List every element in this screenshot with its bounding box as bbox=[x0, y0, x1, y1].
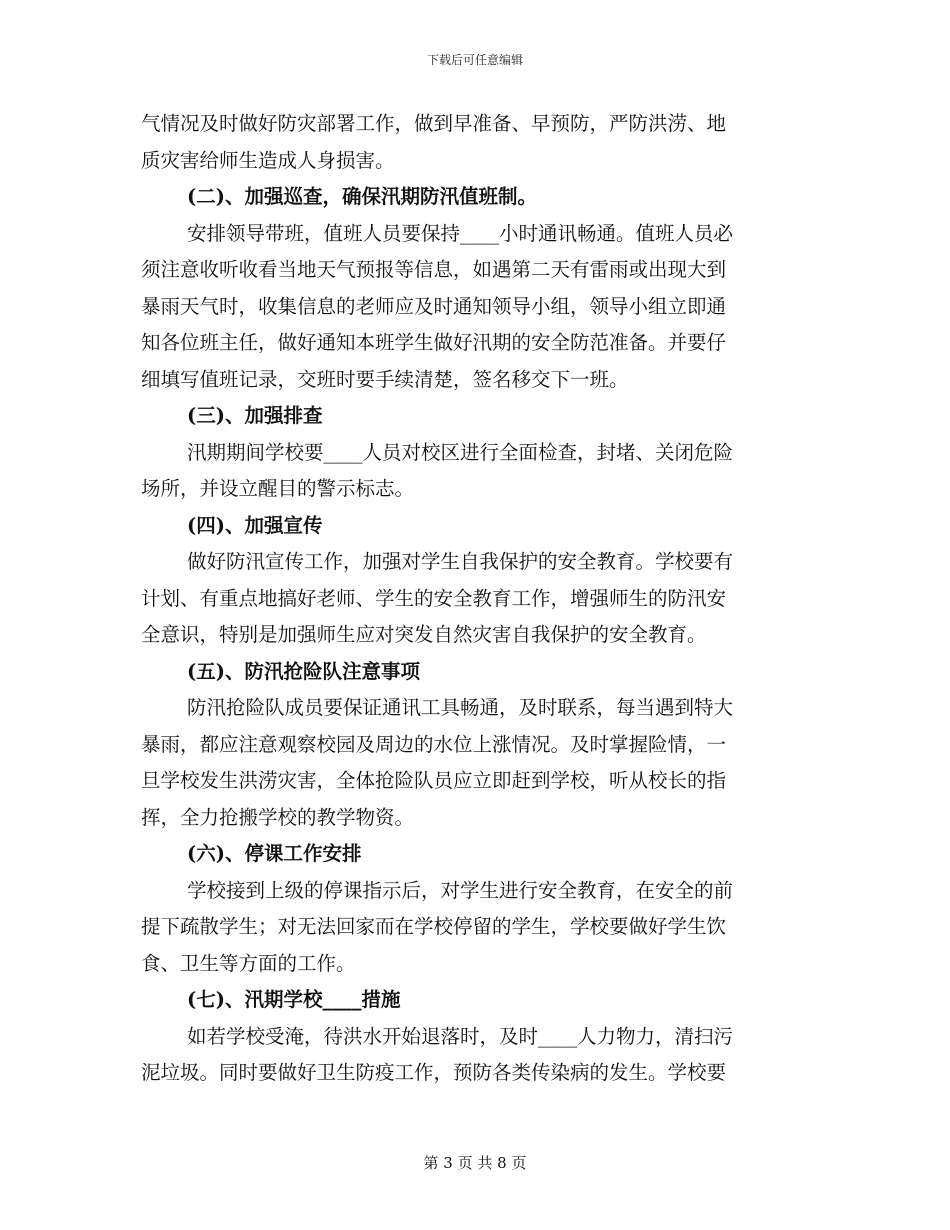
paragraph-first-line: 安排领导带班，值班人员要保持____小时通讯畅通。值班人员必 bbox=[187, 221, 734, 245]
body-text-line: 质灾害给师生造成人身损害。 bbox=[141, 148, 395, 172]
section-heading-5: (五)、防汛抢险队注意事项 bbox=[187, 659, 420, 683]
body-text-line: 全意识，特别是加强师生应对突发自然灾害自我保护的安全教育。 bbox=[141, 623, 707, 646]
page-header: 下载后可任意编辑 bbox=[426, 53, 523, 67]
body-text-line: 提下疏散学生；对无法回家而在学校停留的学生，学校要做好学生饮 bbox=[141, 915, 727, 938]
body-text-line: 场所，并设立醒目的警示标志。 bbox=[141, 477, 415, 500]
body-text-line: 细填写值班记录，交班时要手续清楚，签名移交下一班。 bbox=[141, 367, 629, 391]
body-text-line: 气情况及时做好防灾部署工作，做到早准备、早预防，严防洪涝、地 bbox=[141, 112, 727, 135]
body-text-line: 泥垃圾。同时要做好卫生防疫工作，预防各类传染病的发生。学校要 bbox=[141, 1061, 727, 1084]
page-number: 第 3 页 共 8 页 bbox=[423, 1154, 527, 1172]
body-text-line: 暴雨，都应注意观察校园及周边的水位上涨情况。及时掌握险情，一 bbox=[141, 732, 727, 756]
body-text-line: 挥，全力抢搬学校的教学物资。 bbox=[141, 805, 415, 829]
body-text-line: 食、卫生等方面的工作。 bbox=[141, 951, 356, 975]
document-body bbox=[141, 106, 811, 1092]
body-text-line: 知各位班主任，做好通知本班学生做好汛期的安全防范准备。并要仔 bbox=[141, 331, 727, 354]
paragraph-first-line: 防汛抢险队成员要保证通讯工具畅通，及时联系，每当遇到特大 bbox=[187, 696, 734, 719]
body-text-line: 旦学校发生洪涝灾害，全体抢险队员应立即赶到学校，听从校长的指 bbox=[141, 769, 727, 792]
body-text-line: 计划、有重点地搞好老师、学生的安全教育工作，增强师生的防汛安 bbox=[141, 586, 727, 610]
paragraph-first-line: 学校接到上级的停课指示后，对学生进行安全教育，在安全的前 bbox=[187, 878, 734, 902]
section-heading-4: (四)、加强宣传 bbox=[187, 513, 323, 537]
section-heading-2: (二)、加强巡查，确保汛期防汛值班制。 bbox=[187, 185, 537, 208]
section-heading-6: (六)、停课工作安排 bbox=[187, 842, 362, 865]
paragraph-first-line: 如若学校受淹，待洪水开始退落时，及时____人力物力，清扫污 bbox=[187, 1024, 734, 1048]
paragraph-first-line: 汛期期间学校要____人员对校区进行全面检查，封堵、关闭危险 bbox=[187, 440, 734, 464]
body-text-line: 须注意收听收看当地天气预报等信息，如遇第二天有雷雨或出现大到 bbox=[141, 258, 727, 281]
section-heading-7: (七)、汛期学校____措施 bbox=[187, 988, 401, 1011]
section-heading-3: (三)、加强排查 bbox=[187, 404, 323, 427]
paragraph-first-line: 做好防汛宣传工作，加强对学生自我保护的安全教育。学校要有 bbox=[187, 550, 734, 573]
body-text-line: 暴雨天气时，收集信息的老师应及时通知领导小组，领导小组立即通 bbox=[141, 294, 727, 318]
